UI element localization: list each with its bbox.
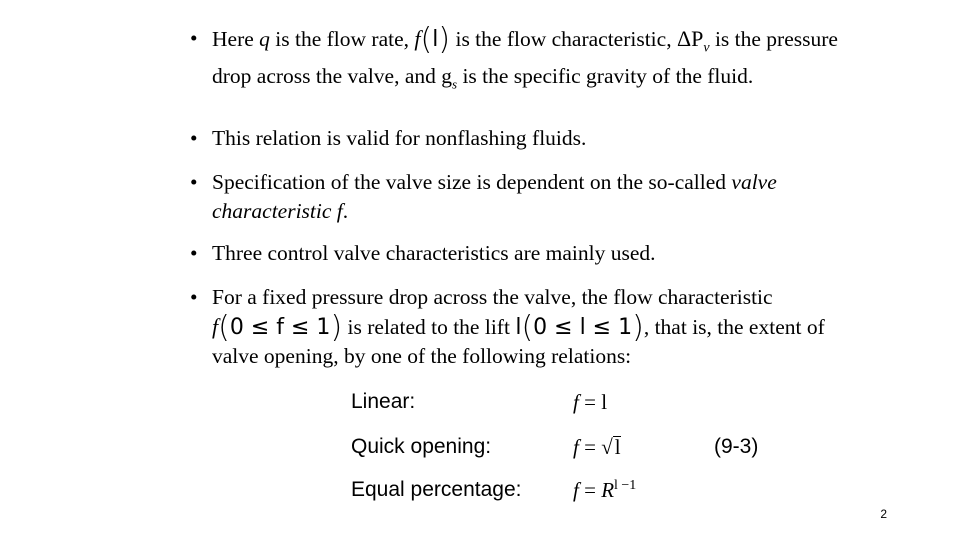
var-l: l: [601, 390, 608, 414]
var-r: R: [601, 478, 615, 502]
equals-sign: =: [578, 390, 602, 414]
equation-expression: [573, 435, 621, 460]
text-segment: Specification of the valve size is dependent on the so-called: [212, 170, 732, 194]
bullet-dot: •: [190, 170, 198, 194]
math-delta-pv: [676, 26, 710, 56]
text-segment: is the specific gravity of the fluid.: [457, 64, 754, 89]
text-segment: For a fixed pressure drop across the valve, the flow characteristic: [212, 285, 773, 309]
equation-label: Linear:: [351, 390, 416, 413]
var-l: l: [614, 435, 621, 459]
equation-expression: [573, 390, 607, 415]
bullet-three-characteristics: [190, 239, 850, 268]
equation-label: Equal percentage:: [351, 478, 522, 501]
var-f: f: [414, 26, 421, 51]
gs-subscript: s: [452, 76, 458, 92]
math-f-of-l: f(l): [414, 22, 451, 57]
text-segment: is the flow characteristic,: [450, 27, 677, 51]
var-q: q: [259, 27, 270, 51]
bullet-dot: •: [190, 241, 198, 265]
text-segment: is the flow rate,: [269, 27, 415, 51]
page-number: 2: [880, 507, 887, 521]
bullet-fixed-pressure-drop: [190, 283, 850, 371]
exponent: l −1: [614, 478, 637, 493]
text-segment: , that is, the extent of valve opening, by one of the following relations:: [212, 315, 825, 368]
bullet-dot: •: [190, 285, 198, 309]
range-f: 0 ≤ f ≤ 1: [229, 315, 331, 340]
bullet-nonflashing: [190, 124, 850, 153]
bullet-valve-size: [190, 168, 850, 226]
text-segment: Here: [212, 27, 260, 51]
bullet-text: Three control valve characteristics are mainly used.: [212, 241, 656, 265]
equation-label: Quick opening:: [351, 435, 492, 458]
var-f: f: [573, 435, 579, 459]
square-root-icon: √l: [601, 435, 621, 459]
bullet-dot: •: [190, 126, 198, 150]
bullet-dot: •: [190, 26, 198, 50]
text-segment: is the pressure drop across the valve, and g: [212, 27, 838, 89]
var-f: f: [573, 390, 579, 414]
var-f: f: [212, 314, 219, 339]
equation-expression: [573, 478, 636, 503]
text-segment: .: [342, 199, 349, 223]
math-f-range: f(0 ≤ f ≤ 1): [212, 310, 343, 345]
equals-sign: =: [578, 435, 602, 459]
italic-valve-characteristic: valve characteristic f: [212, 170, 777, 223]
equals-sign: =: [578, 478, 602, 502]
delta-p-subscript: v: [703, 40, 710, 56]
var-l: l: [432, 27, 439, 52]
math-l-range: l(0 ≤ l ≤ 1): [515, 310, 644, 345]
bullet-definitions: [190, 24, 850, 99]
var-f: f: [573, 478, 579, 502]
text-segment: is related to the lift: [342, 315, 516, 339]
equation-number: (9-3): [714, 435, 759, 458]
range-l: 0 ≤ l ≤ 1: [533, 315, 633, 340]
var-l: l: [515, 315, 522, 340]
bullet-text: This relation is valid for nonflashing fluids.: [212, 126, 587, 150]
delta-p: ΔP: [676, 26, 704, 51]
